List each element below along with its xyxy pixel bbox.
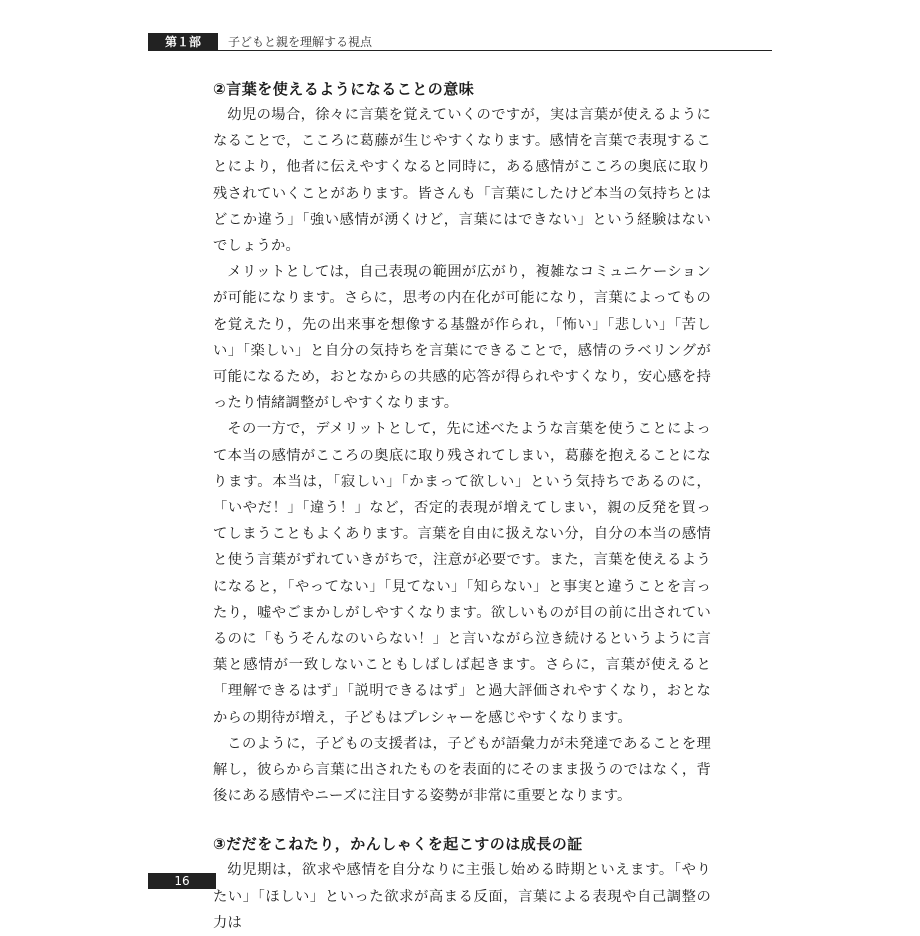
chapter-title: 子どもと親を理解する視点	[228, 35, 373, 49]
paragraph: 幼児の場合，徐々に言葉を覚えていくのですが，実は言葉が使えるようになることで，こころに葛藤が生じやすくなります。感情を言葉で表現することにより，他者に伝えやすくなると同時に，ある感情がこころの奥底に取り残されていくことがあります。皆さんも「言葉にしたけど本当の気持ちとはどこか違う」「強い感情が湧くけど，言葉にはできない」という経験はないでしょうか。	[213, 107, 711, 255]
paragraph: 幼児期は，欲求や感情を自分なりに主張し始める時期といえます。「やりたい」「ほしい」といった欲求が高まる反面，言葉による表現や自己調整の力は	[213, 862, 711, 931]
paragraph: このように，子どもの支援者は，子どもが語彙力が未発達であることを理解し，彼らから言葉に出されたものを表面的にそのまま扱うのではなく，背後にある感情やニーズに注目する姿勢が非常に重要となります。	[213, 735, 711, 805]
section-spacer	[213, 809, 711, 831]
running-header	[0, 33, 920, 53]
page-number: 16	[148, 873, 216, 889]
section-heading: ②言葉を使えるようになることの意味	[213, 80, 475, 98]
paragraph: その一方で，デメリットとして，先に述べたような言葉を使うことによって本当の感情がこころの奥底に取り残されてしまい，葛藤を抱えることになります。本当は，「寂しい」「かまって欲しい」という気持ちであるのに，「いやだ！」「違う！」など，否定的表現が増えてしまい，親の反発を買ってしまうこともよくあります。言葉を自由に扱えない分，自分の本当の感情と使う言葉がずれていきがちで，注意が必要です。また，言葉を使えるようになると，「やってない」「見てない」「知らない」と事実と違うことを言ったり，嘘やごまかしがしやすくなります。欲しいものが目の前に出されているのに「もうそんなのいらない！」と言いながら泣き続けるというように言葉と感情が一致しないこともしばしば起きます。さらに，言葉が使えると「理解できるはず」「説明できるはず」と過大評価されやすくなり，おとなからの期待が増え，子どもはプレシャーを感じやすくなります。	[213, 421, 711, 726]
section-heading: ③だだをこねたり，かんしゃくを起こすのは成長の証	[213, 835, 583, 854]
part-label: 第１部	[148, 33, 218, 51]
section-tantrums-growth	[213, 831, 711, 936]
page-body	[213, 76, 711, 936]
section-language-meaning	[213, 76, 711, 809]
header-divider	[148, 50, 772, 51]
paragraph: メリットとしては，自己表現の範囲が広がり，複雑なコミュニケーションが可能になります。さらに，思考の内在化が可能になり，言葉によってものを覚えたり，先の出来事を想像する基盤が作られ，「怖い」「悲しい」「苦しい」「楽しい」と自分の気持ちを言葉にできることで，感情のラベリングが可能になるため，おとなからの共感的応答が得られやすくなり，安心感を持ったり情緒調整がしやすくなります。	[213, 264, 711, 412]
